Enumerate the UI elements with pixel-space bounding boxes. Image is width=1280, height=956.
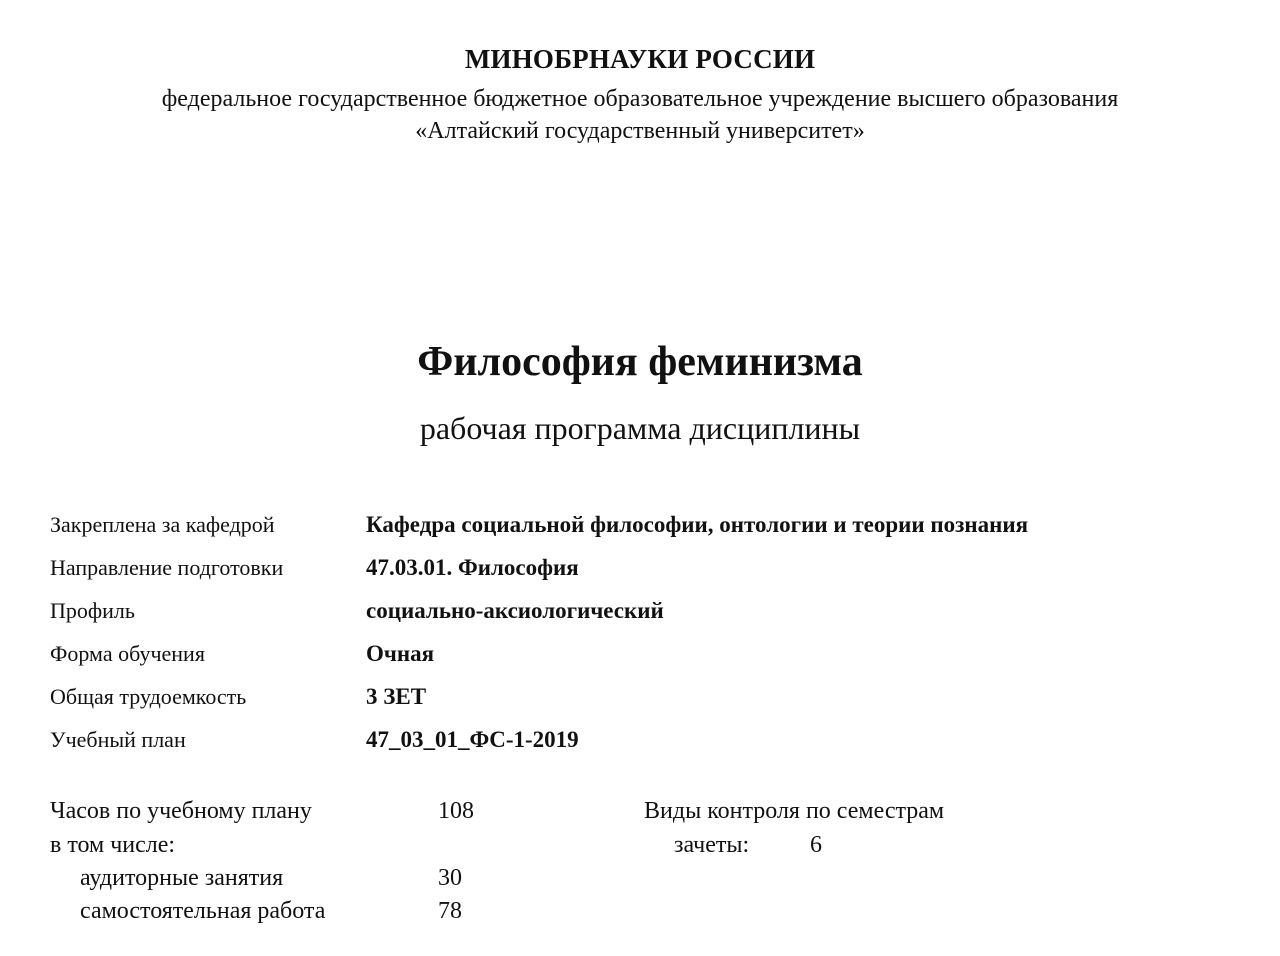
info-value: 3 ЗЕТ — [366, 684, 427, 709]
info-label: Форма обучения — [50, 641, 205, 666]
ministry-heading: МИНОБРНАУКИ РОССИИ — [464, 44, 816, 74]
info-label: Закреплена за кафедрой — [50, 512, 275, 537]
including-label: в том числе: — [50, 832, 176, 858]
info-label: Направление подготовки — [50, 555, 284, 580]
info-value: Очная — [366, 641, 435, 666]
credits-label: зачеты: — [674, 832, 750, 858]
info-value: социально-аксиологический — [366, 598, 664, 623]
university-name: «Алтайский государственный университет» — [415, 118, 865, 144]
info-label: Профиль — [50, 598, 135, 623]
credits-semester-value: 6 — [810, 832, 822, 858]
institution-name: федеральное государственное бюджетное образовательное учреждение высшего образования — [161, 86, 1119, 112]
self-study-hours-label: самостоятельная работа — [80, 898, 326, 924]
info-label: Общая трудоемкость — [50, 684, 247, 709]
control-heading: Виды контроля по семестрам — [644, 798, 945, 824]
discipline-title: Философия феминизма — [417, 339, 863, 385]
discipline-subtitle: рабочая программа дисциплины — [419, 410, 861, 446]
classroom-hours-value: 30 — [438, 865, 462, 891]
classroom-hours-label: аудиторные занятия — [80, 865, 284, 891]
info-label: Учебный план — [50, 727, 186, 752]
info-value: 47.03.01. Философия — [366, 555, 579, 580]
total-hours-label: Часов по учебному плану — [50, 798, 312, 824]
info-value: Кафедра социальной философии, онтологии и теории познания — [366, 512, 1029, 537]
info-value: 47_03_01_ФС-1-2019 — [366, 727, 579, 752]
self-study-hours-value: 78 — [438, 898, 462, 924]
total-hours-value: 108 — [438, 798, 474, 824]
